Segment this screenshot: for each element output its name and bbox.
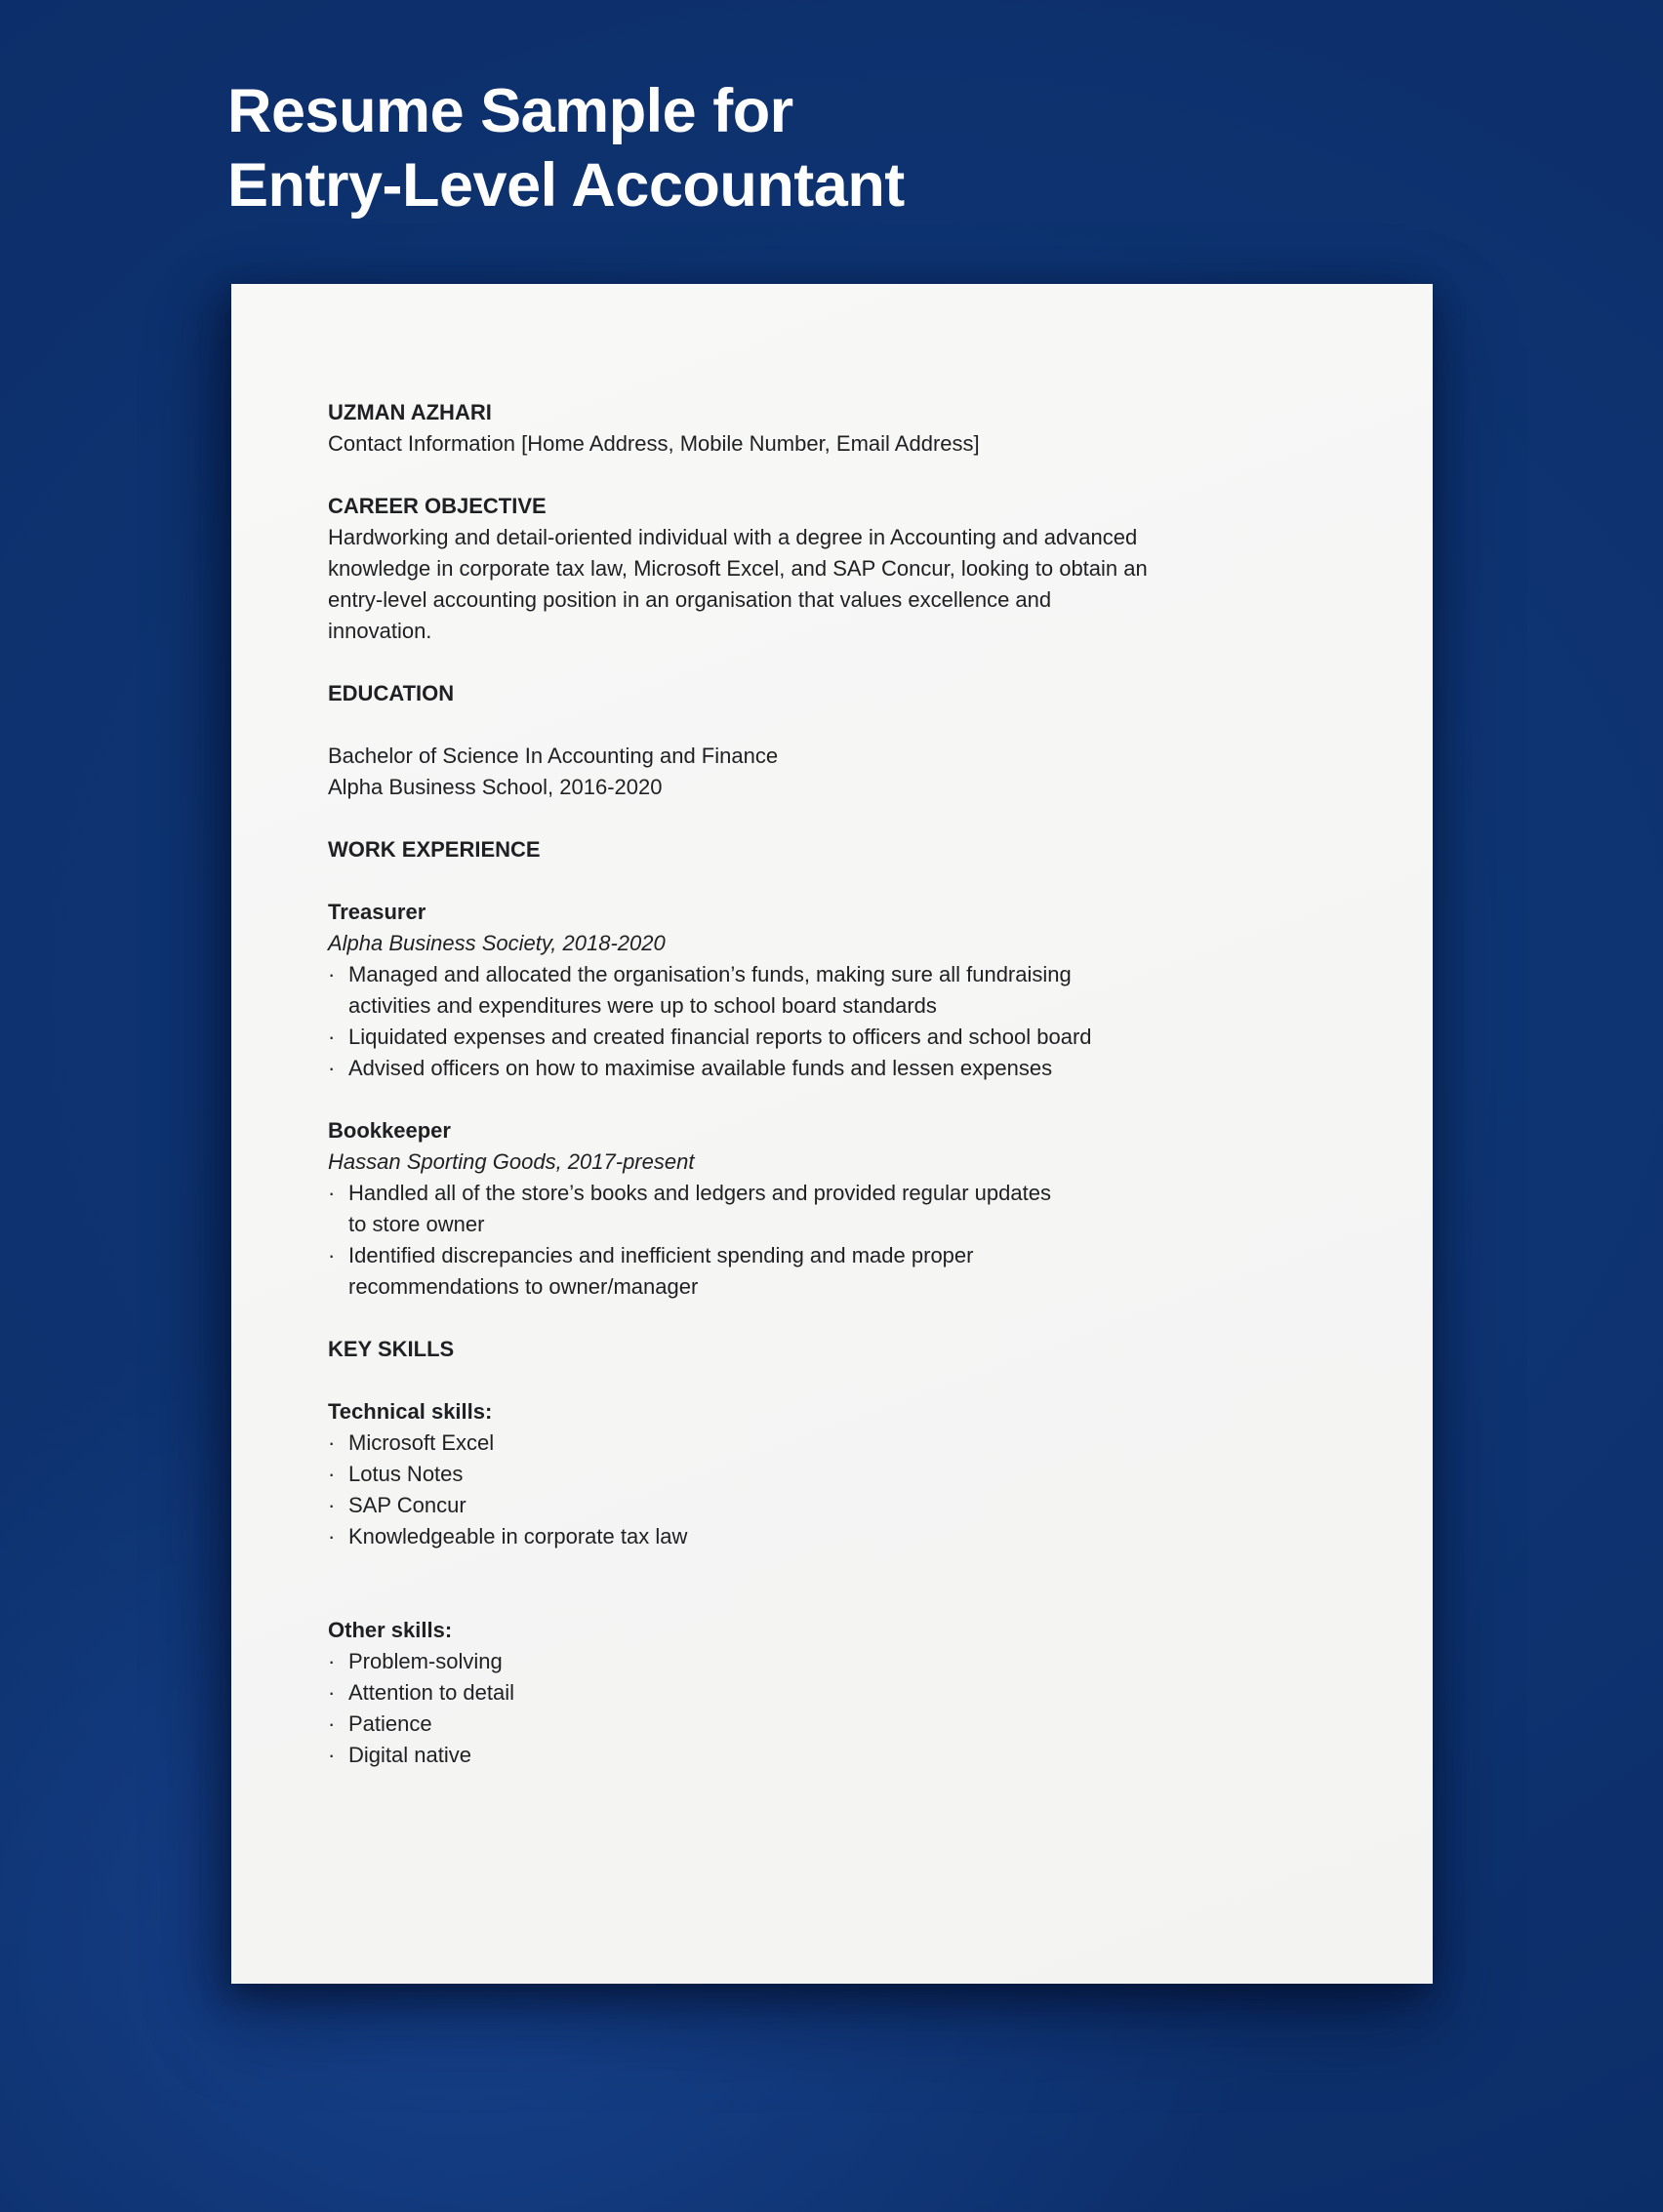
education-school: Alpha Business School, 2016-2020 [328, 775, 663, 799]
resume-document [231, 284, 1433, 1984]
bullet-item [328, 1459, 1396, 1490]
resume-name: UZMAN AZHARI [328, 400, 492, 424]
blank-line [328, 1084, 1396, 1115]
blank-line [328, 1365, 1396, 1396]
bullet-text: Advised officers on how to maximise available funds and lessen expenses [348, 1056, 1053, 1080]
bullet-item [328, 1053, 1396, 1084]
skill-item: Knowledgeable in corporate tax law [348, 1524, 688, 1548]
bullet-dot: · [328, 1243, 336, 1267]
job-title: Bookkeeper [328, 1118, 451, 1143]
bullet-text-wrap: recommendations to owner/manager [348, 1274, 699, 1299]
bullet-item [328, 1022, 1396, 1053]
blank-line [328, 709, 1396, 741]
skill-item: Patience [348, 1711, 432, 1736]
section-heading-career-objective: CAREER OBJECTIVE [328, 494, 547, 518]
bullet-dot: · [328, 1430, 336, 1455]
bullet-item [328, 1646, 1396, 1677]
bullet-dot: · [328, 1493, 336, 1517]
job-org: Hassan Sporting Goods, 2017-present [328, 1149, 695, 1174]
bullet-item [328, 1178, 1396, 1209]
page-title-line-1: Resume Sample for [227, 77, 793, 145]
bullet-dot: · [328, 1181, 336, 1205]
blank-line [328, 865, 1396, 897]
blank-line [328, 1552, 1396, 1584]
skills-group-label: Technical skills: [328, 1399, 493, 1424]
bullet-text-wrap: activities and expenditures were up to school board standards [348, 993, 937, 1018]
bullet-dot: · [328, 1680, 336, 1705]
page-title [227, 74, 905, 222]
blank-line [328, 1303, 1396, 1334]
blank-line [328, 647, 1396, 678]
bullet-dot: · [328, 962, 336, 986]
objective-line: knowledge in corporate tax law, Microsoft Excel, and SAP Concur, looking to obtain an [328, 556, 1148, 581]
objective-line: innovation. [328, 619, 432, 643]
resume-content [328, 397, 1396, 1771]
bullet-item [328, 1677, 1396, 1709]
job-org: Alpha Business Society, 2018-2020 [328, 931, 666, 955]
blank-line [328, 1584, 1396, 1615]
skill-item: Lotus Notes [348, 1462, 464, 1486]
section-heading-key-skills: KEY SKILLS [328, 1337, 455, 1361]
bullet-dot: · [328, 1711, 336, 1736]
bullet-text: Identified discrepancies and inefficient spending and made proper [348, 1243, 974, 1267]
skills-group-label: Other skills: [328, 1618, 453, 1642]
bullet-text: Managed and allocated the organisation’s funds, making sure all fundraising [348, 962, 1072, 986]
bullet-item [328, 1240, 1396, 1271]
skill-item: SAP Concur [348, 1493, 466, 1517]
bullet-dot: · [328, 1524, 336, 1548]
objective-line: Hardworking and detail-oriented individual with a degree in Accounting and advanced [328, 525, 1138, 549]
resume-contact: Contact Information [Home Address, Mobile Number, Email Address] [328, 431, 980, 456]
skill-item: Problem-solving [348, 1649, 503, 1673]
objective-line: entry-level accounting position in an organisation that values excellence and [328, 587, 1052, 612]
bullet-text-wrap: to store owner [348, 1212, 485, 1236]
section-heading-work-experience: WORK EXPERIENCE [328, 837, 541, 862]
bullet-dot: · [328, 1743, 336, 1767]
bullet-item [328, 1490, 1396, 1521]
bullet-item [328, 1428, 1396, 1459]
bullet-item [328, 959, 1396, 990]
section-heading-education: EDUCATION [328, 681, 455, 705]
bullet-dot: · [328, 1462, 336, 1486]
bullet-item [328, 1521, 1396, 1552]
bullet-item [328, 1740, 1396, 1771]
job-title: Treasurer [328, 900, 426, 924]
bullet-dot: · [328, 1649, 336, 1673]
skill-item: Digital native [348, 1743, 471, 1767]
page-title-line-2: Entry-Level Accountant [227, 151, 905, 220]
bullet-text: Liquidated expenses and created financial reports to officers and school board [348, 1025, 1092, 1049]
education-degree: Bachelor of Science In Accounting and Finance [328, 744, 779, 768]
skill-item: Microsoft Excel [348, 1430, 495, 1455]
blank-line [328, 803, 1396, 834]
bullet-item [328, 1709, 1396, 1740]
skill-item: Attention to detail [348, 1680, 515, 1705]
bullet-dot: · [328, 1025, 336, 1049]
bullet-dot: · [328, 1056, 336, 1080]
blank-line [328, 460, 1396, 491]
bullet-text: Handled all of the store’s books and ledgers and provided regular updates [348, 1181, 1051, 1205]
